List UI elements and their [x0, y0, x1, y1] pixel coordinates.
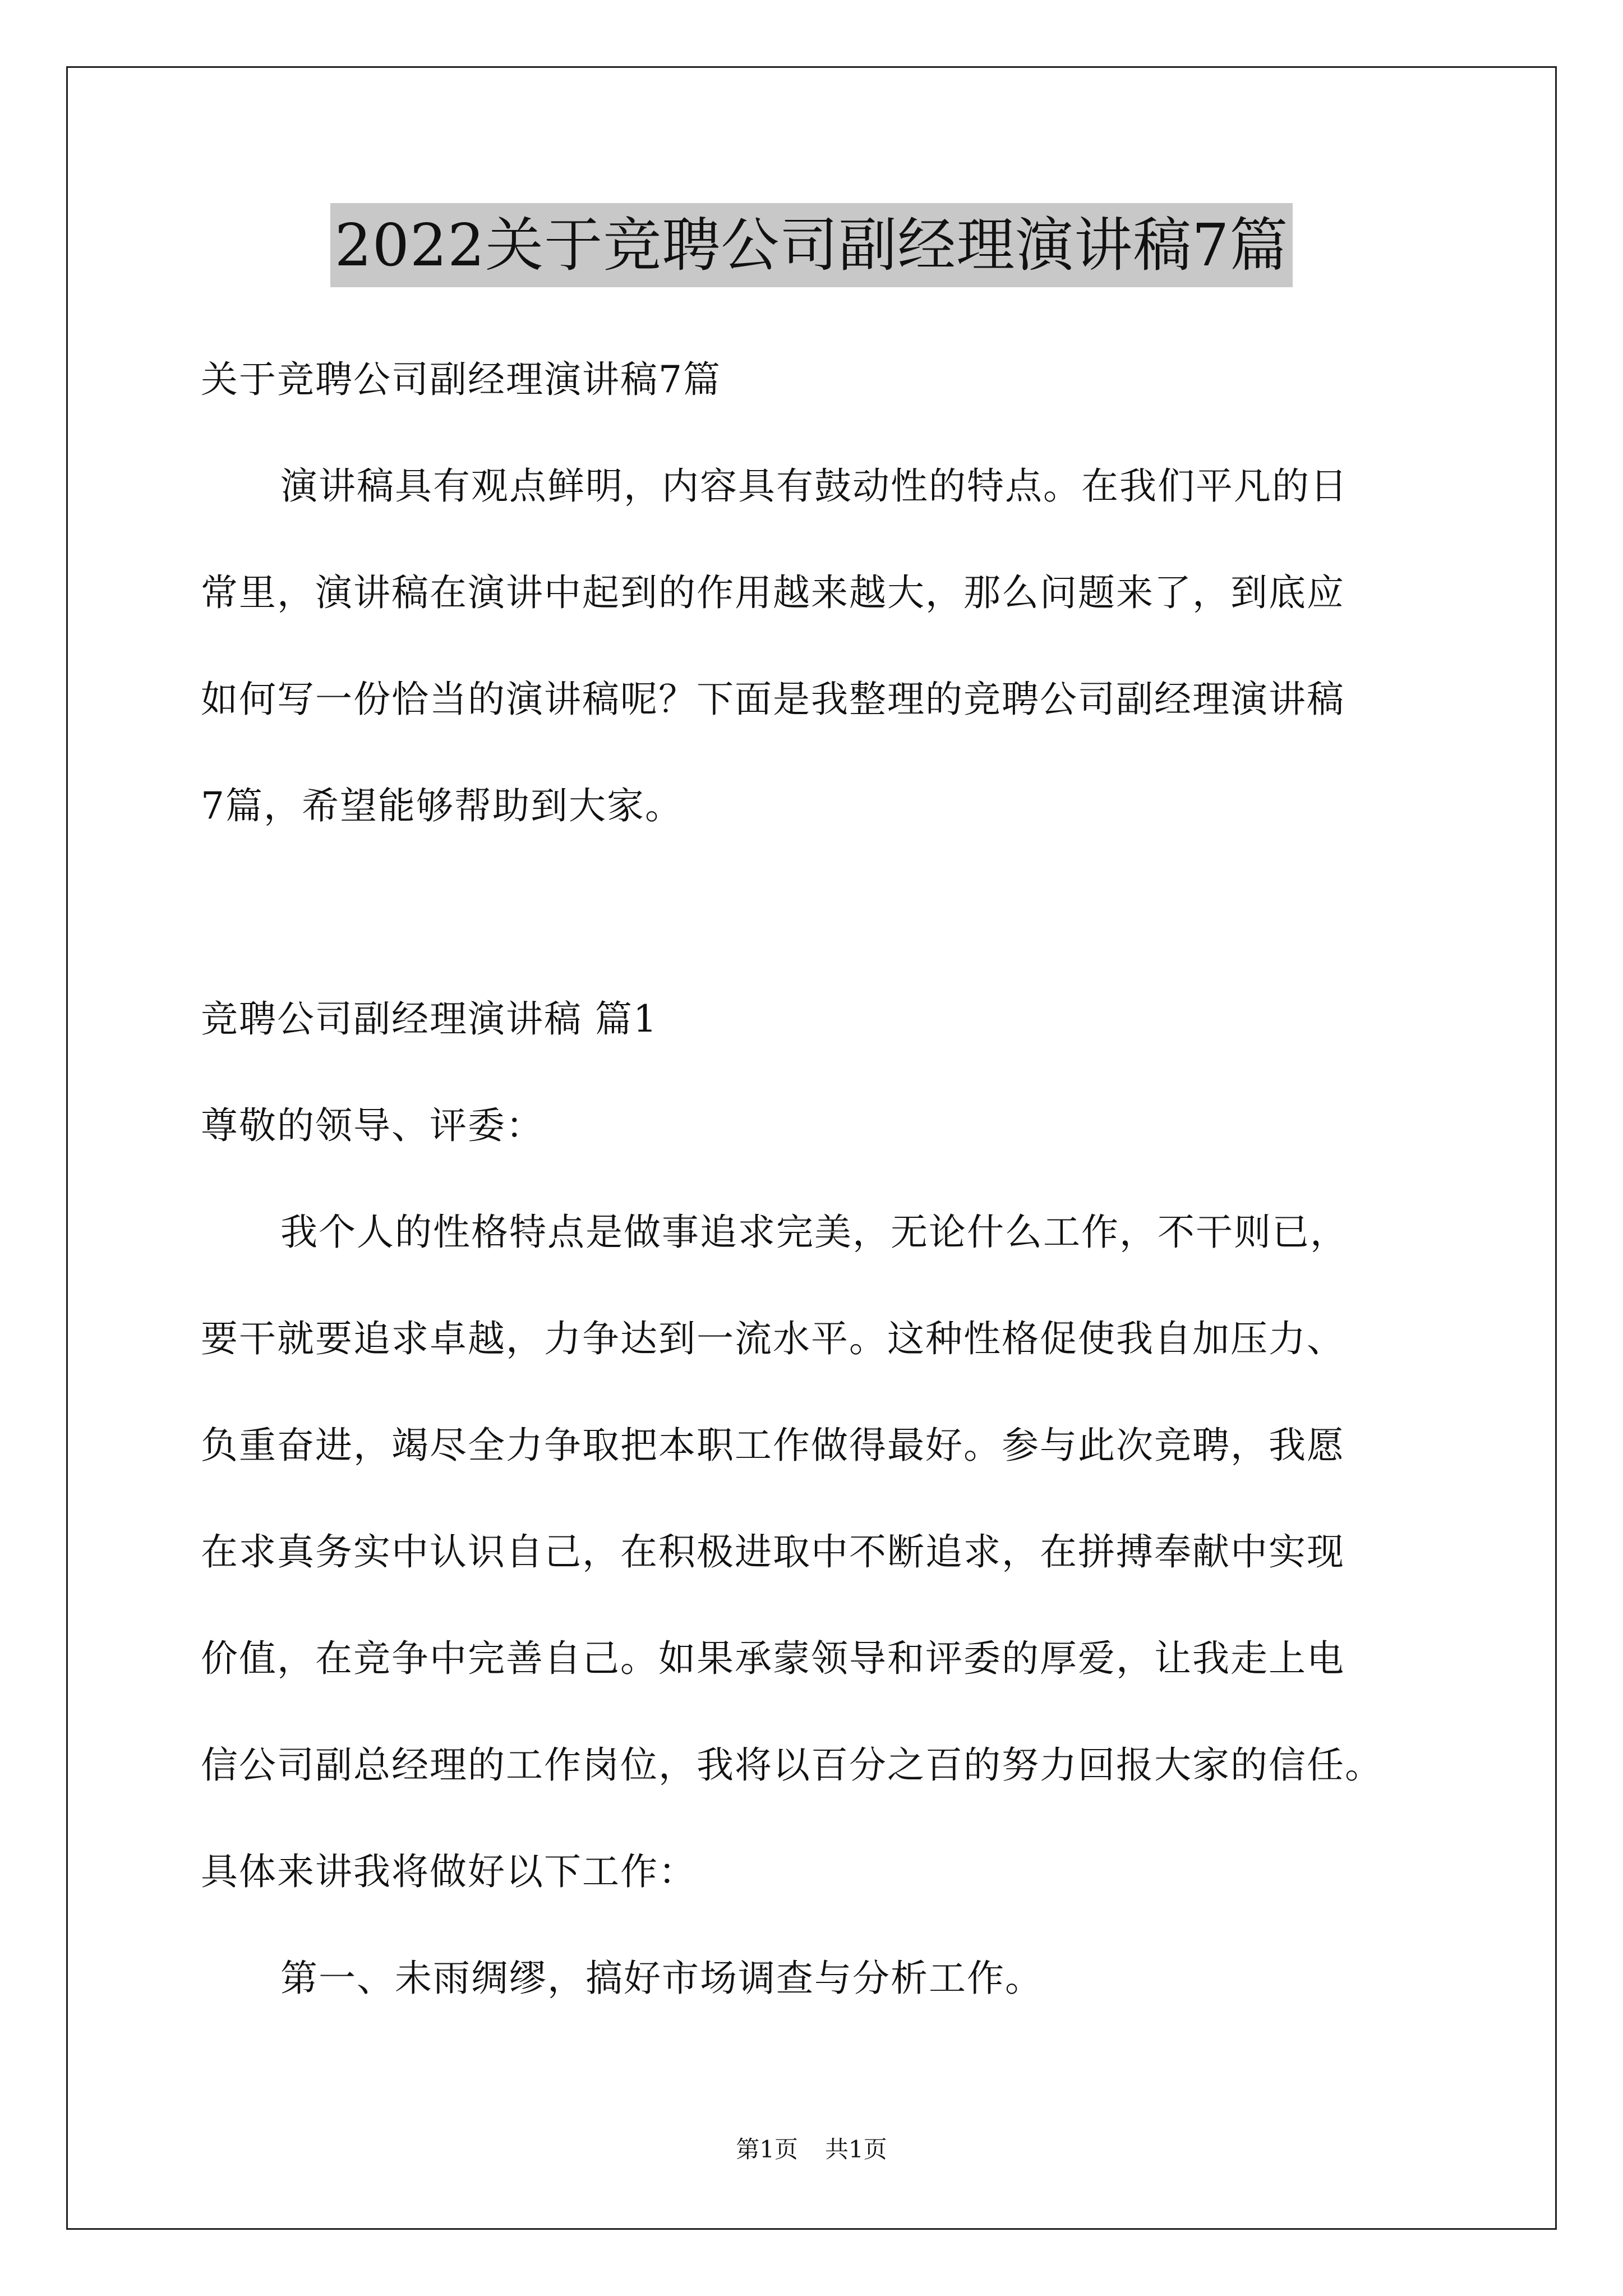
body-line-6: 信公司副总经理的工作岗位，我将以百分之百的努力回报大家的信任。 [201, 1743, 1383, 1787]
salutation: 尊敬的领导、评委： [201, 1104, 544, 1147]
intro-line-3: 如何写一份恰当的演讲稿呢？下面是我整理的竞聘公司副经理演讲稿 [201, 678, 1345, 721]
intro-line-4: 7篇，希望能够帮助到大家。 [201, 784, 683, 827]
page-total: 共1页 [825, 2136, 887, 2163]
document-subtitle: 关于竞聘公司副经理演讲稿7篇 [201, 358, 721, 401]
body-line-1: 我个人的性格特点是做事追求完美，无论什么工作，不干则已， [280, 1211, 1348, 1254]
body-line-2: 要干就要追求卓越，力争达到一流水平。这种性格促使我自加压力、 [201, 1317, 1345, 1360]
page-footer [0, 2133, 1623, 2166]
body-line-7: 具体来讲我将做好以下工作： [201, 1850, 697, 1893]
body-line-4: 在求真务实中认识自己，在积极进取中不断追求，在拼搏奉献中实现 [201, 1530, 1345, 1573]
document-title: 2022关于竞聘公司副经理演讲稿7篇 [330, 203, 1293, 287]
point-one: 第一、未雨绸缪，搞好市场调查与分析工作。 [280, 1957, 1043, 2000]
page-number: 第1页 [736, 2136, 798, 2163]
title-container [0, 203, 1623, 287]
body-line-5: 价值，在竞争中完善自己。如果承蒙领导和评委的厚爱，让我走上电 [201, 1637, 1345, 1680]
section-heading: 竞聘公司副经理演讲稿 篇1 [201, 997, 658, 1041]
intro-line-1: 演讲稿具有观点鲜明，内容具有鼓动性的特点。在我们平凡的日 [280, 464, 1348, 508]
intro-line-2: 常里，演讲稿在演讲中起到的作用越来越大，那么问题来了，到底应 [201, 571, 1345, 614]
body-line-3: 负重奋进，竭尽全力争取把本职工作做得最好。参与此次竞聘，我愿 [201, 1424, 1345, 1467]
